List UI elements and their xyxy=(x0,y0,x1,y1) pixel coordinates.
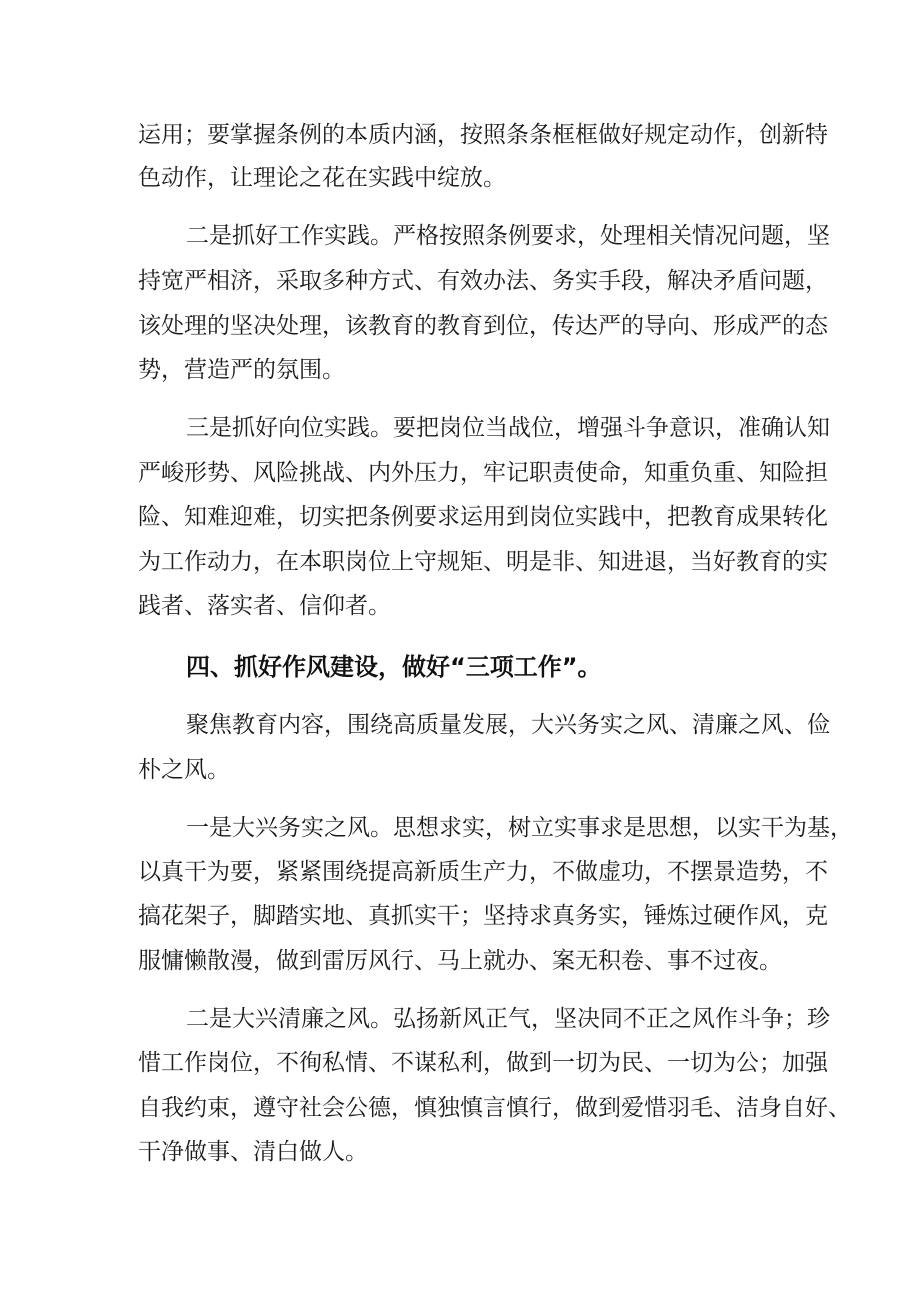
paragraph-line: 以真干为要，紧紧围绕提高新质生产力，不做虚功，不摆景造势，不 xyxy=(138,859,828,885)
paragraph-line: 严峻形势、风险挑战、内外压力，牢记职责使命，知重负重、知险担 xyxy=(138,460,828,486)
paragraph-line: 聚焦教育内容，围绕高质量发展，大兴务实之风、清廉之风、俭 xyxy=(186,712,830,738)
paragraph-line: 二是大兴清廉之风。弘扬新风正气，坚决同不正之风作斗争；珍 xyxy=(186,1006,830,1032)
paragraph-line: 朴之风。 xyxy=(138,757,230,783)
paragraph-line: 二是抓好工作实践。严格按照条例要求，处理相关情况问题，坚 xyxy=(186,223,830,249)
paragraph-line: 运用；要掌握条例的本质内涵，按照条条框框做好规定动作，创新特 xyxy=(138,122,828,148)
paragraph-line: 践者、落实者、信仰者。 xyxy=(138,593,391,619)
paragraph-line: 持宽严相济，采取多种方式、有效办法、务实手段，解决矛盾问题， xyxy=(138,268,828,294)
paragraph-line: 色动作，让理论之花在实践中绽放。 xyxy=(138,165,506,191)
paragraph-line: 为工作动力，在本职岗位上守规矩、明是非、知进退，当好教育的实 xyxy=(138,549,828,575)
paragraph-line: 三是抓好向位实践。要把岗位当战位，增强斗争意识，准确认知 xyxy=(186,415,830,441)
paragraph-line: 一是大兴务实之风。思想求实，树立实事求是思想，以实干为基， xyxy=(186,815,853,841)
paragraph-line: 该处理的坚决处理，该教育的教育到位，传达严的导向、形成严的态 xyxy=(138,313,828,339)
paragraph-line: 势，营造严的氛围。 xyxy=(138,357,345,383)
section-heading: 四、抓好作风建设，做好“三项工作”。 xyxy=(186,653,602,681)
paragraph-line: 自我约束，遵守社会公德，慎独慎言慎行，做到爱惜羽毛、洁身自好、 xyxy=(138,1095,851,1121)
paragraph-line: 惜工作岗位，不徇私情、不谋私利，做到一切为民、一切为公；加强 xyxy=(138,1050,828,1076)
paragraph-line: 服慵懒散漫，做到雷厉风行、马上就办、案无积卷、事不过夜。 xyxy=(138,948,782,974)
paragraph-line: 搞花架子，脚踏实地、真抓实干；坚持求真务实，锤炼过硬作风，克 xyxy=(138,903,828,929)
paragraph-line: 干净做事、清白做人。 xyxy=(138,1139,368,1165)
paragraph-line: 险、知难迎难，切实把条例要求运用到岗位实践中，把教育成果转化 xyxy=(138,504,828,530)
